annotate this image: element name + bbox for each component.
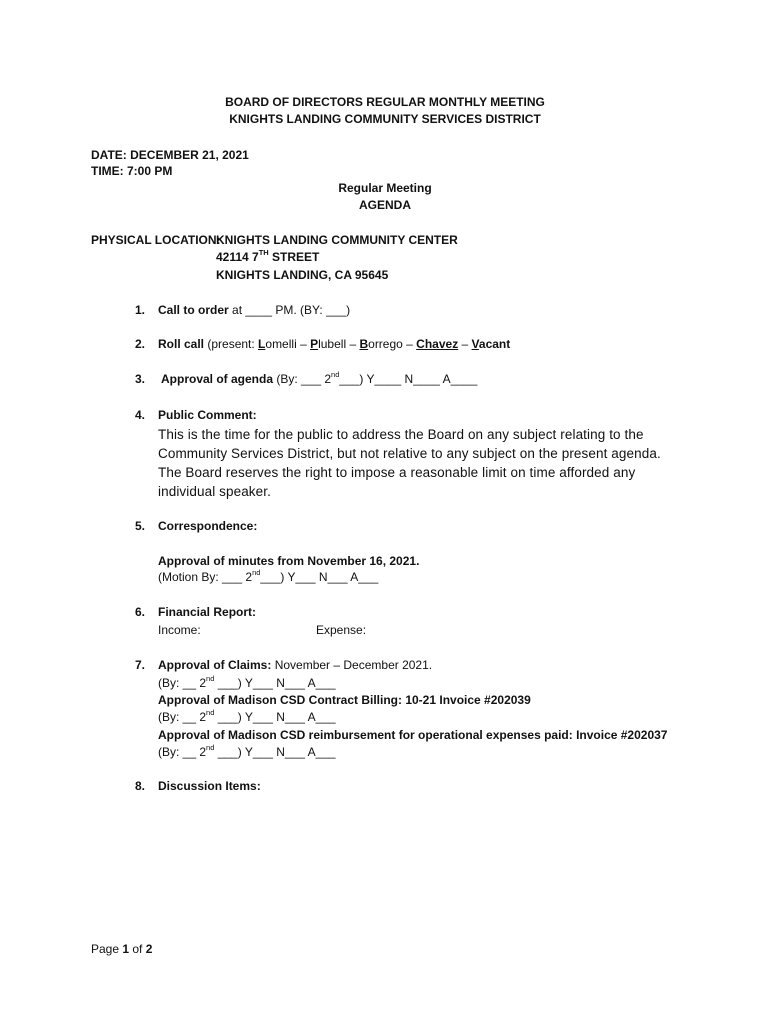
public-comment-line: Community Services District, but not relative to any subject on the present agenda. — [158, 446, 661, 461]
location-city: KNIGHTS LANDING, CA 95645 — [216, 268, 389, 282]
madison-reimbursement: Approval of Madison CSD reimbursement for operational expenses paid: Invoice #202037 — [158, 728, 668, 742]
item-discussion-title: Discussion Items: — [158, 779, 261, 793]
item-public-comment-title: Public Comment: — [158, 408, 257, 422]
header-line-2: KNIGHTS LANDING COMMUNITY SERVICES DISTRICT — [229, 112, 541, 126]
item-number: 3. — [135, 372, 146, 386]
claims-vote-line: (By: __ 2nd ___) Y___ N___ A___ — [158, 674, 336, 690]
public-comment-line: individual speaker. — [158, 484, 271, 499]
meeting-type: Regular Meeting — [338, 181, 432, 195]
location-label: PHYSICAL LOCATION: — [91, 233, 221, 247]
income-label: Income: — [158, 623, 201, 637]
public-comment-line: The Board reserves the right to impose a reasonable limit on time afforded any — [158, 465, 636, 480]
expense-label: Expense: — [316, 623, 367, 637]
minutes-approval-title: Approval of minutes from November 16, 2021. — [158, 554, 420, 568]
meeting-date: DATE: DECEMBER 21, 2021 — [91, 148, 249, 162]
item-number: 2. — [135, 337, 146, 351]
madison-billing-vote-line: (By: __ 2nd ___) Y___ N___ A___ — [158, 708, 336, 724]
madison-reimbursement-vote-line: (By: __ 2nd ___) Y___ N___ A___ — [158, 743, 336, 759]
minutes-motion-line: (Motion By: ___ 2nd___) Y___ N___ A___ — [158, 568, 379, 584]
item-number: 1. — [135, 303, 146, 317]
item-number: 7. — [135, 658, 146, 672]
location-street: 42114 7TH STREET — [216, 248, 320, 264]
item-number: 6. — [135, 605, 146, 619]
item-financial-report-title: Financial Report: — [158, 605, 257, 619]
page-number: Page 1 of 2 — [91, 942, 153, 956]
item-approval-claims: Approval of Claims: November – December 2021. — [158, 658, 433, 672]
meeting-time: TIME: 7:00 PM — [91, 164, 173, 178]
agenda-label: AGENDA — [358, 198, 411, 212]
item-roll-call: Roll call (present: Lomelli – Plubell – Borrego – Chavez – Vacant — [158, 337, 511, 351]
location-name: KNIGHTS LANDING COMMUNITY CENTER — [216, 233, 458, 247]
item-correspondence-title: Correspondence: — [158, 519, 258, 533]
item-number: 8. — [135, 779, 146, 793]
madison-contract-billing: Approval of Madison CSD Contract Billing: 10-21 Invoice #202039 — [158, 693, 531, 707]
item-number: 4. — [135, 408, 146, 422]
item-number: 5. — [135, 519, 146, 533]
item-approval-agenda: Approval of agenda (By: ___ 2nd___) Y____ N____ A____ — [161, 370, 478, 386]
public-comment-line: This is the time for the public to address the Board on any subject relating to the — [158, 427, 644, 442]
item-call-to-order: Call to order at ____ PM. (BY: ___) — [158, 303, 351, 317]
header-line-1: BOARD OF DIRECTORS REGULAR MONTHLY MEETING — [225, 95, 545, 109]
